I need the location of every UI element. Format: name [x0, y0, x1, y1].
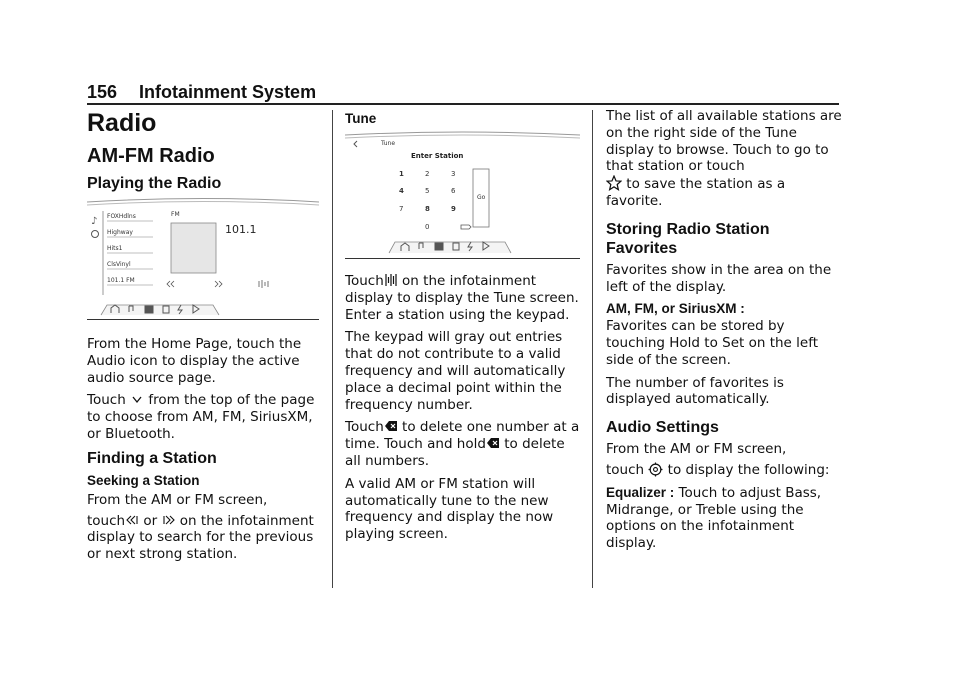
text-run: to display the following: — [663, 461, 830, 478]
text-run: touch — [87, 512, 126, 529]
column-divider-1 — [332, 110, 333, 588]
frequency-display: 101.1 — [225, 223, 257, 236]
tune-screen-graphic — [345, 131, 580, 258]
paragraph — [606, 485, 842, 552]
station-item[interactable]: ClsVinyl — [107, 261, 131, 268]
chevron-down-icon — [130, 392, 144, 406]
backspace-icon — [384, 419, 398, 433]
tune-icon — [384, 273, 398, 287]
heading-radio: Radio — [87, 109, 157, 137]
text-run: touch — [606, 461, 645, 478]
heading-finding-a-station: Finding a Station — [87, 449, 217, 467]
keypad-key[interactable]: 8 — [425, 205, 430, 213]
header-rule — [87, 103, 839, 105]
star-icon — [606, 175, 622, 191]
text-run: Touch — [87, 392, 126, 409]
paragraph: The keypad will gray out entries that do not contribute to a valid frequency and will automatically place a decimal point within the frequency number. — [345, 329, 566, 413]
text-run: from the top of the page to choose from AM, FM, SiriusXM, or Bluetooth. — [87, 392, 315, 442]
station-item[interactable]: Hits1 — [107, 245, 123, 252]
keypad-key[interactable]: 2 — [425, 170, 430, 178]
paragraph: From the Home Page, touch the Audio icon to display the active audio source page. — [87, 336, 302, 386]
keypad-key[interactable]: 6 — [451, 187, 456, 195]
paragraph — [606, 108, 842, 210]
heading-am-fm-radio: AM-FM Radio — [87, 145, 215, 167]
figure-radio-screen — [87, 197, 319, 320]
paragraph: A valid AM or FM station will automatically tune to the new frequency and display the now playing screen. — [345, 475, 554, 543]
paragraph — [345, 273, 580, 323]
keypad-title: Enter Station — [411, 152, 464, 160]
station-item[interactable]: Highway — [107, 229, 133, 236]
paragraph — [606, 462, 842, 479]
heading-audio-settings: Audio Settings — [606, 419, 719, 437]
heading-tune: Tune — [345, 111, 377, 126]
keypad-key[interactable]: 0 — [425, 223, 430, 231]
section-title: Infotainment System — [139, 82, 317, 102]
paragraph: The number of favorites is displayed automatically. — [606, 374, 784, 408]
text-run: to save the station as a favorite. — [606, 176, 786, 209]
column-3 — [606, 108, 842, 558]
band-label: FM — [171, 211, 180, 218]
station-item[interactable]: 101.1 FM — [107, 277, 135, 284]
paragraph — [87, 513, 319, 563]
paragraph: Favorites show in the area on the left of the display. — [606, 261, 832, 295]
heading-storing-radio-station-favorites: Storing Radio Station Favorites — [606, 220, 770, 257]
text-run: Touch — [345, 273, 384, 289]
seek-back-icon — [125, 513, 139, 527]
backspace-icon — [486, 436, 500, 450]
text-run: The list of all available stations are on the right side of the Tune display to browse. Touch to go to that station or touch — [606, 108, 842, 175]
text-run: or — [139, 512, 162, 529]
back-label[interactable]: Tune — [381, 140, 396, 147]
paragraph — [87, 392, 319, 442]
paragraph — [345, 419, 580, 469]
paragraph: From the AM or FM screen, — [606, 441, 787, 458]
settings-icon — [648, 462, 663, 477]
text-run: Favorites can be stored by touching Hold to Set on the left side of the screen. — [606, 318, 818, 368]
column-1 — [87, 108, 319, 569]
text-run: to delete one number at a time. Touch and hold — [345, 419, 580, 453]
figure-tune-screen — [345, 131, 580, 259]
heading-playing-the-radio: Playing the Radio — [87, 175, 222, 192]
keypad-key[interactable]: 3 — [451, 170, 456, 178]
svg-text:♪: ♪ — [91, 216, 98, 227]
keypad-key[interactable]: 7 — [399, 205, 404, 213]
text-run: Touch — [345, 419, 384, 436]
seek-forward-icon — [162, 513, 176, 527]
go-button[interactable]: Go — [477, 194, 486, 201]
heading-seeking-a-station: Seeking a Station — [87, 472, 200, 488]
paragraph — [606, 301, 842, 368]
page-number: 156 — [87, 82, 118, 102]
paragraph: From the AM or FM screen, — [87, 491, 268, 508]
page-header — [87, 82, 839, 104]
text-run: on the infotainment display to display the Tune screen. Enter a station using the keypad. — [345, 273, 579, 323]
keypad-key[interactable]: 5 — [425, 187, 430, 195]
text-run: to delete all numbers. — [345, 436, 565, 469]
keypad-key[interactable]: 9 — [451, 205, 456, 213]
term: Equalizer : — [606, 484, 675, 500]
term: AM, FM, or SiriusXM : — [606, 301, 745, 317]
column-divider-2 — [592, 110, 593, 588]
text-run: on the infotainment display to search for the previous or next strong station. — [87, 512, 314, 563]
column-2 — [345, 108, 580, 549]
text-run: Touch to adjust Bass, Midrange, or Treble using the options on the infotainment display. — [606, 484, 822, 552]
keypad-key[interactable]: 1 — [399, 170, 404, 178]
station-item[interactable]: FOXHdlns — [107, 213, 136, 220]
keypad-key[interactable]: 4 — [399, 187, 404, 195]
